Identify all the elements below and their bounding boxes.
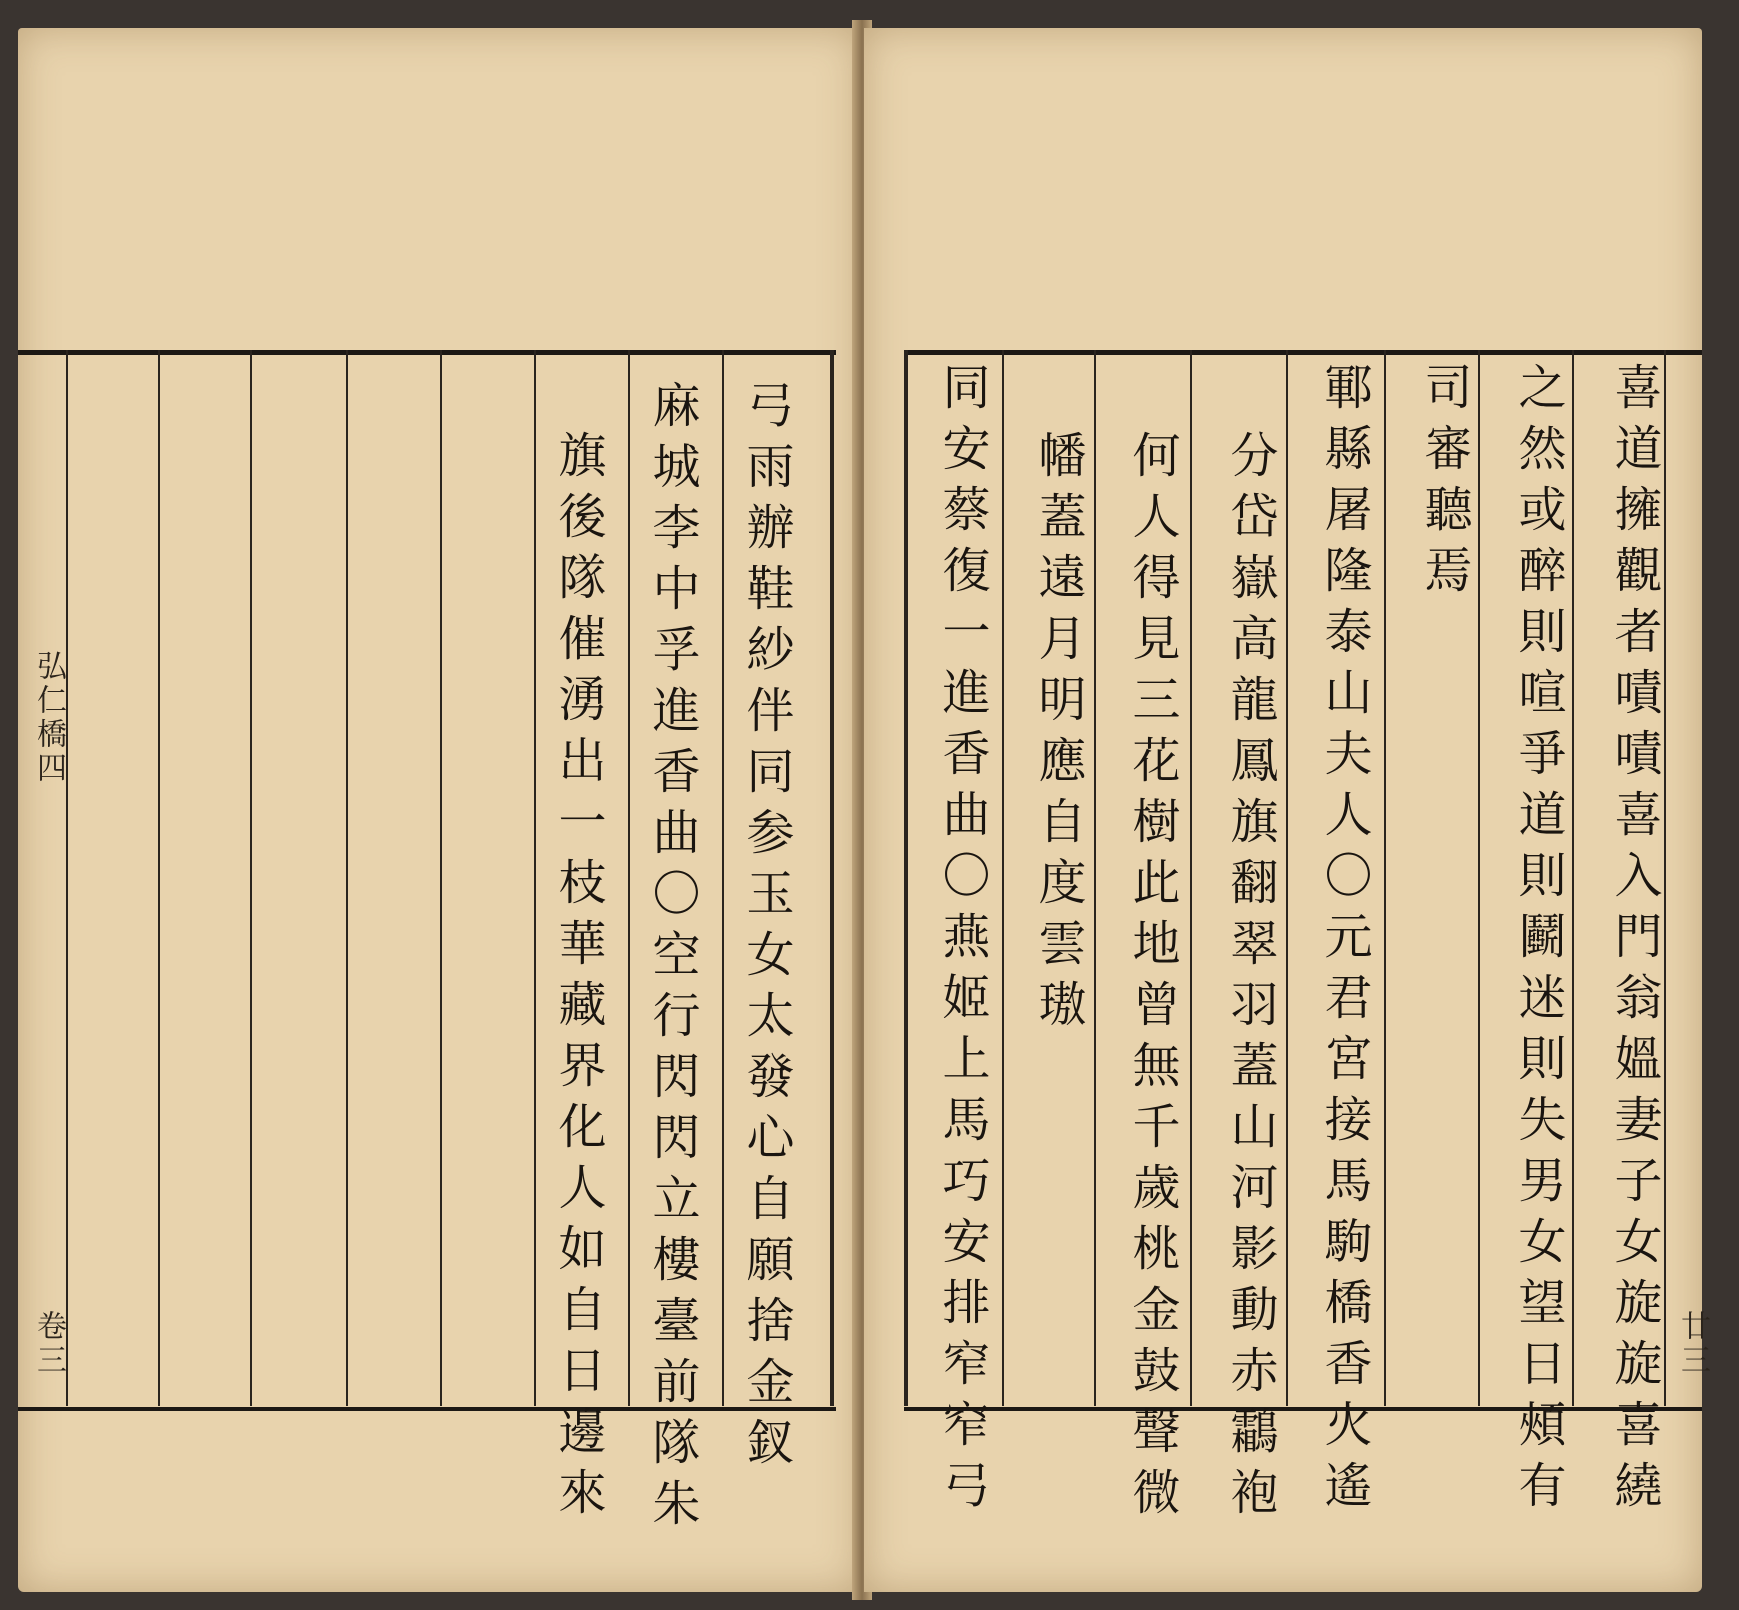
column-rule	[1002, 350, 1004, 1406]
text-column: 司審聽焉	[1416, 362, 1472, 606]
text-column: 喜道擁觀者嘖嘖喜入門翁媼妻子女旋旋喜繞	[1606, 362, 1662, 1521]
right-page	[864, 28, 1710, 1592]
column-rule	[1190, 350, 1192, 1406]
column-rule	[346, 350, 348, 1406]
fold-label: 弘仁橋四	[31, 650, 66, 786]
text-column: 分岱嶽高龍鳳旗翻翠羽蓋山河影動赤鸘袍	[1222, 430, 1278, 1528]
text-column: 旗後隊催湧出一枝華藏界化人如自日邊來	[550, 430, 606, 1528]
text-column: 何人得見三花樹此地曾無千歲桃金鼓聲微	[1124, 430, 1180, 1528]
column-rule	[158, 350, 160, 1406]
column-rule	[1664, 350, 1666, 1406]
column-rule	[1286, 350, 1288, 1406]
fold-number: 卷三	[31, 1310, 66, 1378]
column-rule	[722, 350, 724, 1406]
right-frame	[904, 350, 1702, 1411]
text-column: 同安蔡復一進香曲〇燕姬上馬巧安排窄窄弓	[934, 362, 990, 1521]
fold-number: 廿三	[1675, 1310, 1710, 1378]
column-rule	[830, 350, 834, 1406]
column-rule	[904, 350, 908, 1406]
column-rule	[534, 350, 536, 1406]
text-column: 幡蓋遠月明應自度雲璈	[1030, 430, 1086, 1040]
column-rule	[1572, 350, 1574, 1406]
text-column: 鄆縣屠隆泰山夫人〇元君宮接馬駒橋香火遙	[1316, 362, 1372, 1521]
column-rule	[250, 350, 252, 1406]
text-column: 之然或醉則喧爭道則鬬迷則失男女望日頰有	[1510, 362, 1566, 1521]
column-rule	[440, 350, 442, 1406]
column-rule	[1094, 350, 1096, 1406]
left-text-block	[18, 350, 860, 1539]
right-text-block	[864, 350, 1710, 1528]
column-rule	[1478, 350, 1480, 1406]
left-frame	[18, 350, 836, 1411]
text-column: 弓雨辦鞋紗伴同参玉女太發心自願捨金釵	[738, 380, 794, 1478]
column-rule	[1384, 350, 1386, 1406]
column-rule	[66, 350, 68, 1406]
column-rule	[628, 350, 630, 1406]
text-column: 麻城李中孚進香曲〇空行閃閃立樓臺前隊朱	[644, 380, 700, 1539]
left-page	[18, 28, 860, 1592]
